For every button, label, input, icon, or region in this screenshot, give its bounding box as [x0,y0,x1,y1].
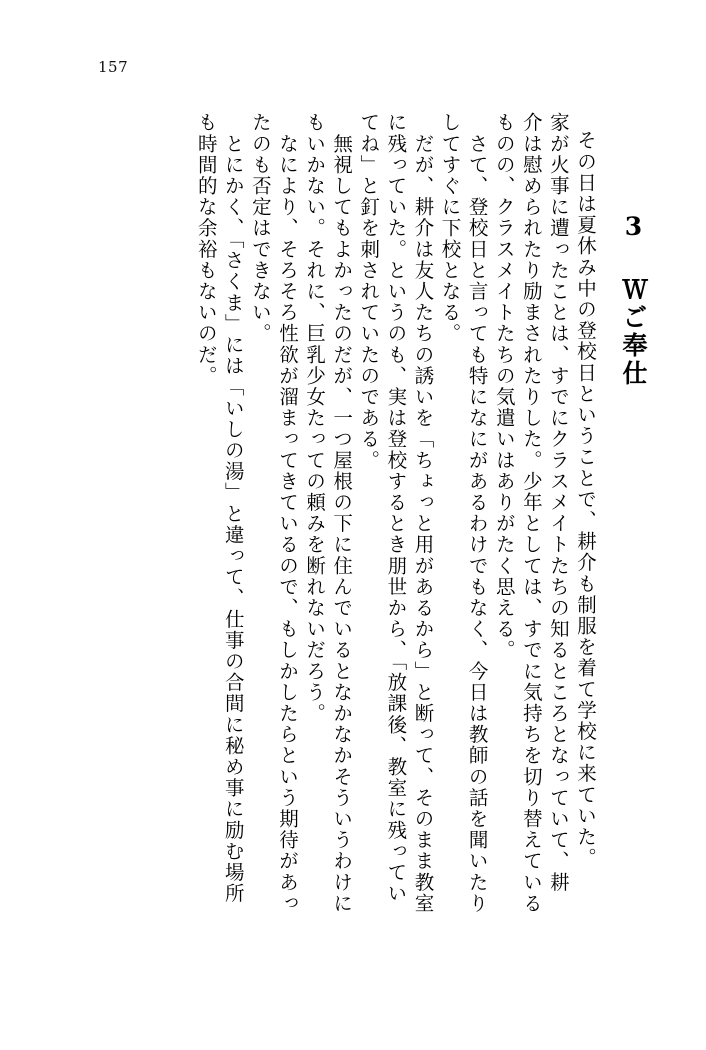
body-column: とにかく、「さくま」には「いしの湯」と違って、仕事の合間に秘め事に励む場所 [221,112,245,905]
body-column: さて、登校日と言っても特になにがあるわけでもなく、今日は教師の話を聞いたり [465,112,489,914]
body-column: 介は慰められたり励まされたりした。少年としては、すでに気持ちを切り替えている [519,112,543,914]
body-column: 家が火事に遭ったことは、すでにクラスメイトたちの知るところとなっていて、耕 [546,112,570,893]
body-column: なにより、そろそろ性欲が溜まってきているので、もしかしたらという期待があっ [275,112,299,914]
chapter-heading: 3 Ｗご奉仕 [619,212,648,388]
page-number: 157 [98,58,129,76]
body-column: もいかない。それに、巨乳少女たっての頼みを断れないだろう。 [303,112,327,724]
body-column: てね」と釘を刺されていたのである。 [357,112,381,471]
body-column: だが、耕介は友人たちの誘いを「ちょっと用があるから」と断って、そのまま教室 [411,112,435,914]
body-column: も時間的な余裕もないのだ。 [194,112,218,387]
body-column: その日は夏休み中の登校日ということで、耕介も制服を着て学校に来ていた。 [574,130,597,869]
body-column: たのも否定はできない。 [248,112,272,345]
body-column: 無視してもよかったのだが、一つ屋根の下に住んでいるとなかなかそういうわけに [330,112,354,914]
body-column: に残っていた。というのも、実は登校するとき朋世から、「放課後、教室に残ってい [384,112,408,905]
vertical-text-block [64,112,646,992]
body-column: してすぐに下校となる。 [438,112,462,345]
body-column: ものの、クラスメイトたちの気遣いはありがたく思える。 [492,112,516,661]
